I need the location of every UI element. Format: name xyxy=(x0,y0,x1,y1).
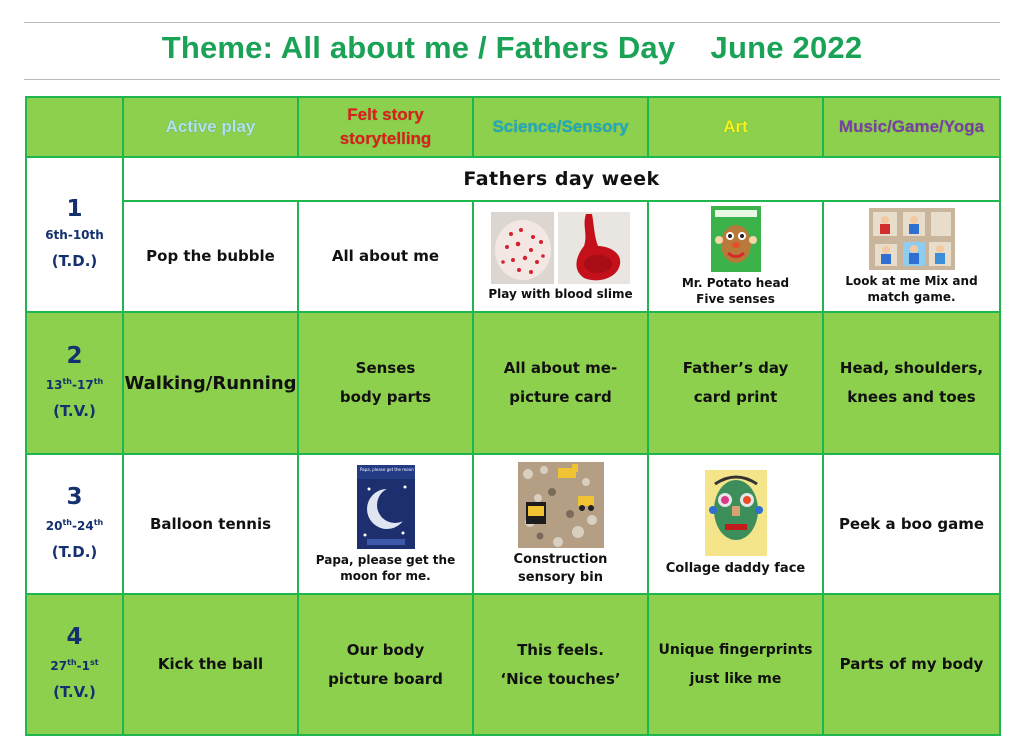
week2-music-line2: knees and toes xyxy=(847,388,976,406)
header-art-label: Art xyxy=(723,117,748,136)
header-active-play xyxy=(123,97,298,157)
week1-science-cell xyxy=(473,201,648,312)
top-rule xyxy=(24,22,1000,23)
week1-active-text: Pop the bubble xyxy=(146,247,275,265)
week1-music-line2: match game. xyxy=(867,290,956,304)
week3-science-line1: Construction xyxy=(513,551,608,567)
header-music-label: Music/Game/Yoga xyxy=(838,117,985,136)
week1-music-line1: Look at me Mix and xyxy=(845,274,978,288)
collage-daddy-face-photo xyxy=(705,470,767,556)
week1-label-cell xyxy=(26,157,123,312)
week4-felt-cell xyxy=(298,594,473,735)
week4-art-cell xyxy=(648,594,823,735)
mix-match-game-photo xyxy=(869,208,955,270)
week4-science-line1: This feels. xyxy=(517,640,604,659)
week1-science-caption: Play with blood slime xyxy=(488,286,633,301)
week2-art-line2: card print xyxy=(693,388,778,406)
week2-music-line1: Head, shoulders, xyxy=(839,359,984,377)
header-felt-line2: storytelling xyxy=(339,129,432,148)
construction-bin-photo xyxy=(518,462,604,548)
week3-label-cell xyxy=(26,454,123,594)
week4-science-cell xyxy=(473,594,648,735)
week1-art-line1: Mr. Potato head xyxy=(681,276,790,290)
week3-art-caption: Collage daddy face xyxy=(665,560,806,576)
week1-felt-cell xyxy=(298,201,473,312)
header-art xyxy=(648,97,823,157)
week4-label-cell xyxy=(26,594,123,735)
svg-text:Papa, please get the moon for: Papa, please get the moon for me xyxy=(359,466,428,472)
week2-dates: 13th-17th xyxy=(45,376,104,392)
week2-science-cell xyxy=(473,312,648,454)
week4-music-cell xyxy=(823,594,1000,735)
week1-dates: 6th-10th xyxy=(45,227,104,242)
week4-music-text: Parts of my body xyxy=(839,655,984,673)
fathers-day-banner xyxy=(123,157,1000,201)
week1-banner-row xyxy=(26,157,1000,201)
week1-number: 1 xyxy=(66,195,83,222)
week1-felt-text: All about me xyxy=(331,247,440,265)
week3-music-text: Peek a boo game xyxy=(838,514,985,533)
header-music-game-yoga xyxy=(823,97,1000,157)
week3-art-cell xyxy=(648,454,823,594)
weekly-plan-table xyxy=(25,96,1001,736)
header-science-sensory xyxy=(473,97,648,157)
header-science-label: Science/Sensory xyxy=(492,117,629,136)
week4-art-line2: just like me xyxy=(689,670,782,687)
week1-activities-row xyxy=(26,201,1000,312)
header-felt-story xyxy=(298,97,473,157)
header-active-play-label: Active play xyxy=(165,117,256,136)
page-title: Theme: All about me / Fathers Day June 2022 xyxy=(161,30,863,65)
week1-art-cell xyxy=(648,201,823,312)
week2-felt-cell xyxy=(298,312,473,454)
week2-row xyxy=(26,312,1000,454)
week4-science-line2: ‘Nice touches’ xyxy=(500,669,621,688)
week3-science-line2: sensory bin xyxy=(518,569,603,585)
week3-felt-cell xyxy=(298,454,473,594)
week3-felt-line1: Papa, please get the xyxy=(315,552,456,567)
week3-teacher: (T.D.) xyxy=(51,542,98,561)
week1-art-line2: Five senses xyxy=(696,292,775,306)
week2-active-cell xyxy=(123,312,298,454)
papa-moon-book-cover xyxy=(357,465,428,549)
title-rule xyxy=(24,79,1000,80)
week3-active-cell xyxy=(123,454,298,594)
header-felt-line1: Felt story xyxy=(347,105,424,124)
week4-number: 4 xyxy=(66,624,83,650)
week3-felt-line2: moon for me. xyxy=(340,568,431,583)
week4-teacher: (T.V.) xyxy=(53,683,96,701)
week1-music-cell xyxy=(823,201,1000,312)
banner-text: Fathers day week xyxy=(463,168,660,190)
week4-dates: 27th-1st xyxy=(50,658,99,673)
week2-active-text: Walking/Running xyxy=(124,372,297,394)
slime-photo-1 xyxy=(491,212,554,284)
week2-art-line1: Father’s day xyxy=(682,359,789,377)
week2-music-cell xyxy=(823,312,1000,454)
week3-science-cell xyxy=(473,454,648,594)
slime-photo-2 xyxy=(558,212,630,284)
corner-cell xyxy=(26,97,123,157)
week4-felt-line1: Our body xyxy=(346,640,425,659)
week2-art-cell xyxy=(648,312,823,454)
week3-music-cell xyxy=(823,454,1000,594)
week1-active-cell xyxy=(123,201,298,312)
week4-active-cell xyxy=(123,594,298,735)
week3-dates: 20th-24th xyxy=(45,517,104,533)
week1-teacher: (T.D.) xyxy=(51,251,98,270)
week3-number: 3 xyxy=(66,483,83,510)
week3-row xyxy=(26,454,1000,594)
week3-active-text: Balloon tennis xyxy=(149,514,272,533)
potato-head-photo xyxy=(711,206,761,272)
week2-science-line2: picture card xyxy=(509,388,612,406)
header-row xyxy=(26,97,1000,157)
week2-number: 2 xyxy=(66,342,83,369)
week4-felt-line2: picture board xyxy=(328,669,443,688)
week4-active-text: Kick the ball xyxy=(157,655,264,673)
week2-label-cell xyxy=(26,312,123,454)
week4-art-line1: Unique fingerprints xyxy=(658,641,813,658)
week2-teacher: (T.V.) xyxy=(53,401,96,420)
week2-felt-line2: body parts xyxy=(339,388,432,406)
week4-row xyxy=(26,594,1000,735)
week2-felt-line1: Senses xyxy=(355,359,416,377)
week2-science-line1: All about me- xyxy=(503,359,618,377)
